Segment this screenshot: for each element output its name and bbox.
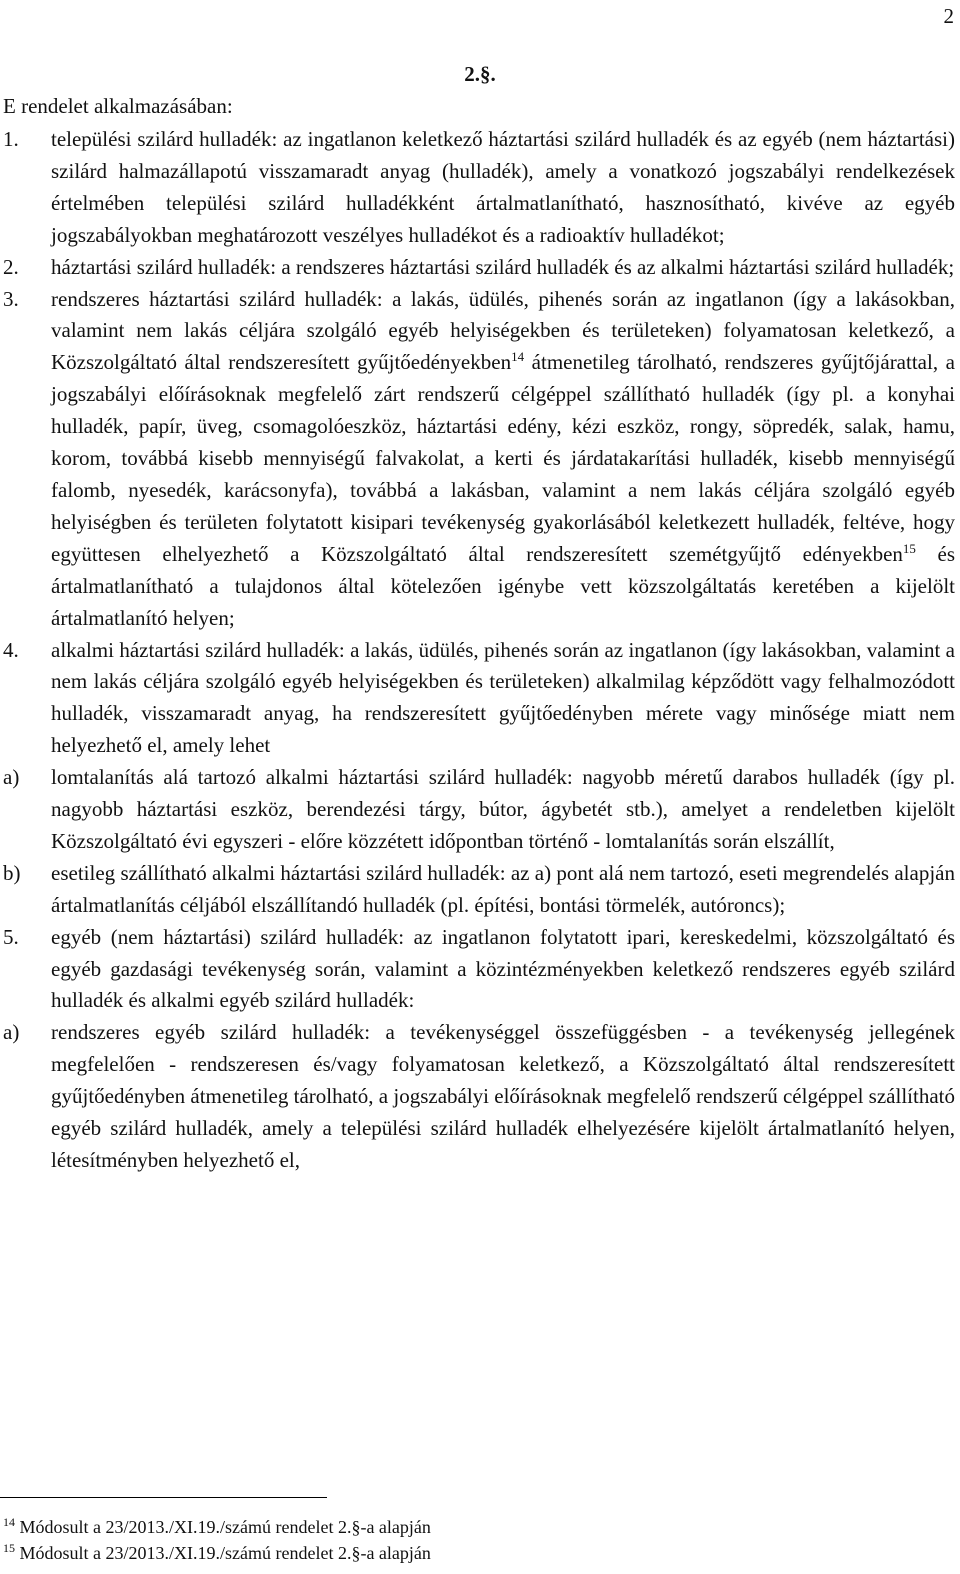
footnotes <box>3 1514 431 1566</box>
item-text-part: átmenetileg tárolható, rendszeres gyűjtőjárattal, a jogszabályi előírásoknak megfelelő zárt rendszerű célgéppel szállítható hulladék (így pl. a konyhai hulladék, papír, üveg, csomagolóeszköz, háztartási edény, kézi eszköz, rongy, söpredék, salak, hamu, korom, továbbá kisebb mennyiségű falvakolat, a kerti és járdatakarítási hulladék, kisebb mennyiségű falomb, nyesedék, karácsonyfa), továbbá a lakásban, valamint a nem lakás céljára szolgáló egyéb helyiségben és területen folytatott kisipari tevékenység gyakorlásából keletkezett hulladék, feltéve, hogy együttesen elhelyezhető a Közszolgáltató által rendszeresített szemétgyűjtő edényekben <box>51 350 955 566</box>
page-number: 2 <box>943 4 954 28</box>
list-item <box>3 124 955 252</box>
item-marker: 5. <box>3 924 19 949</box>
item-text: egyéb (nem háztartási) szilárd hulladék: az ingatlanon folytatott ipari, kereskedelmi, közszolgáltató és egyéb gazdasági tevékenység során, valamint a közintézményekben keletkező rendszeres egyéb szilárd hulladék és alkalmi egyéb szilárd hulladék: <box>51 924 955 1013</box>
footnote-text: Módosult a 23/2013./XI.19./számú rendelet 2.§-a alapján <box>19 1543 431 1563</box>
item-marker: 1. <box>3 127 19 151</box>
item-text: rendszeres egyéb szilárd hulladék: a tevékenységgel összefüggésben - a tevékenység jellegének megfelelően - rendszeresen és/vagy folyamatosan keletkező, a Közszolgáltató által rendszeresített gyűjtőedényben átmenetileg tárolható, a jogszabályi előírásoknak megfelelő rendszerű célgéppel szállítható egyéb szilárd hulladék, amely a települési szilárd hulladék elhelyezésére kijelölt ártalmatlanító helyen, létesítményben helyezhető el, <box>51 1020 955 1172</box>
item-text: esetileg szállítható alkalmi háztartási szilárd hulladék: az a) pont alá nem tartozó, eseti megrendelés alapján ártalmatlanítás céljából elszállítandó hulladék (pl. építési, bontási törmelék, autóroncs); <box>51 860 955 917</box>
footnote-text: Módosult a 23/2013./XI.19./számú rendelet 2.§-a alapján <box>19 1517 431 1537</box>
item-text: háztartási szilárd hulladék: a rendszeres háztartási szilárd hulladék és az alkalmi háztartási szilárd hulladék; <box>51 254 955 279</box>
item-marker: 3. <box>3 286 19 311</box>
item-marker: 2. <box>3 254 19 279</box>
list-item <box>3 284 955 635</box>
footnote-ref: 15 <box>902 540 916 556</box>
footnote-number: 15 <box>3 1541 15 1555</box>
list-item <box>3 922 955 1018</box>
item-marker: a) <box>3 765 20 790</box>
item-text-part: rendszeres háztartási szilárd hulladék: a lakás, üdülés, pihenés során az ingatlanon (így a lakásokban, valamint nem lakás céljára szolgáló egyéb helyiségekben és területeken) folyamatosan keletkező, a Közszolgáltató által rendszeresített gyűjtőedényekben <box>51 286 955 375</box>
footnote-ref: 14 <box>511 349 525 365</box>
footnote <box>3 1514 431 1540</box>
item-text-part: és ártalmatlanítható a tulajdonos által kötelezően igénybe vett közszolgáltatás keretében a kijelölt ártalmatlanító helyen; <box>51 541 955 630</box>
section-heading: 2.§. <box>464 62 496 86</box>
list-item <box>3 858 955 922</box>
item-marker: a) <box>3 1020 20 1045</box>
item-text <box>51 284 955 635</box>
intro-text: E rendelet alkalmazásában: <box>3 94 233 118</box>
item-text: települési szilárd hulladék: az ingatlanon keletkező háztartási szilárd hulladék és az egyéb (nem háztartási) szilárd halmazállapotú visszamaradt anyag (hulladék), amely a vonatkozó jogszabályi rendelkezések értelmében települési szilárd hulladékként ártalmatlanítható, hasznosítható, kivéve az egyéb jogszabályokban meghatározott veszélyes hulladékot és a radioaktív hulladékot; <box>51 127 955 247</box>
definition-list <box>3 124 955 1177</box>
item-text: alkalmi háztartási szilárd hulladék: a lakás, üdülés, pihenés során az ingatlanon (így lakásokban, valamint a nem lakás céljára szolgáló egyéb helyiségekben és területeken) alkalmilag képződött vagy felhalmozódott hulladék, visszamaradt anyag, ha rendszeresített gyűjtőedényben mérete vagy minősége miatt nem helyezhető el, amely lehet <box>51 637 955 758</box>
item-marker: b) <box>3 860 21 885</box>
item-marker: 4. <box>3 637 19 662</box>
footnote-divider <box>0 1497 327 1498</box>
footnote <box>3 1540 431 1566</box>
list-item <box>3 762 955 858</box>
list-item <box>3 635 955 763</box>
footnote-number: 14 <box>3 1515 15 1529</box>
item-text: lomtalanítás alá tartozó alkalmi háztartási szilárd hulladék: nagyobb méretű darabos hulladék (így pl. nagyobb háztartási eszköz, berendezési tárgy, bútor, ágybetét stb.), amelyet a rendeletben kijelölt Közszolgáltató évi egyszeri - előre közzétett időpontban történő - lomtalanítás során elszállít, <box>51 765 955 853</box>
list-item <box>3 1017 955 1177</box>
list-item <box>3 252 955 284</box>
